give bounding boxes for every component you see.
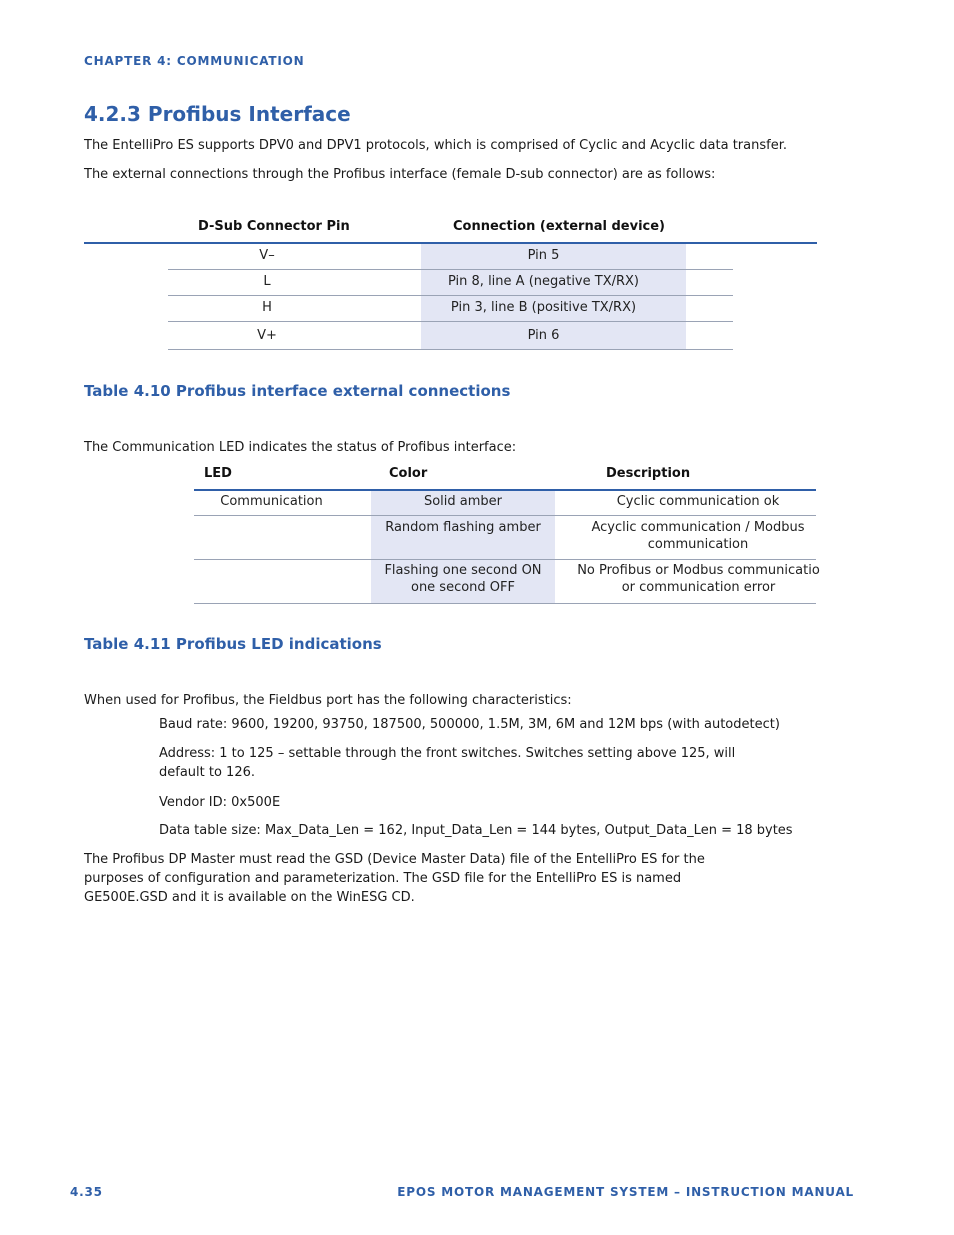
intro-paragraph-1: The EntelliPro ES supports DPV0 and DPV1 protocols, which is comprised of Cyclic and Acyclic data transfer. — [84, 138, 787, 153]
table1-cell: L — [263, 274, 271, 289]
table1-header-pin: D-Sub Connector Pin — [198, 219, 350, 234]
gsd-paragraph: The Profibus DP Master must read the GSD (Device Master Data) file of the EntelliPro ES for the purposes of configuration and parameterization. The GSD file for the EntelliPro ES is named GE500E.GSD and it is available on the WinESG CD. — [84, 852, 705, 905]
chapter-header: CHAPTER 4: COMMUNICATION — [84, 54, 305, 68]
table2-row-rule — [194, 515, 816, 516]
intro-paragraph-2: The external connections through the Profibus interface (female D-sub connector) are as follows: — [84, 167, 716, 182]
table1-row-rule — [168, 269, 733, 270]
table1-caption: Table 4.10 Profibus interface external connections — [84, 382, 511, 400]
fieldbus-item-address: Address: 1 to 125 – settable through the front switches. Switches setting above 125, will default to 126. — [159, 746, 736, 780]
table1-row-rule — [168, 349, 733, 350]
page-number: 4.35 — [70, 1185, 103, 1199]
table2-cell: Acyclic communication / Modbus communication — [591, 520, 805, 552]
table2-cell: Random flashing amber — [385, 520, 541, 535]
table2-header-description: Description — [606, 466, 691, 481]
table2-cell: Communication — [220, 494, 323, 509]
table2-cell: No Profibus or Modbus communicatio or communication error — [577, 563, 820, 595]
fieldbus-item-baud-rate: Baud rate: 9600, 19200, 93750, 187500, 500000, 1.5M, 3M, 6M and 12M bps (with autodetect) — [159, 717, 780, 732]
table1-cell: Pin 3, line B (positive TX/RX) — [450, 300, 637, 315]
table2-cell: Solid amber — [423, 494, 503, 509]
fieldbus-item-data-table-size: Data table size: Max_Data_Len = 162, Input_Data_Len = 144 bytes, Output_Data_Len = 18 bytes — [159, 823, 793, 838]
table1-cell: V– — [259, 248, 275, 263]
section-title: 4.2.3 Profibus Interface — [84, 102, 351, 126]
table1-cell: Pin 8, line A (negative TX/RX) — [448, 274, 639, 289]
table1-row-rule — [168, 295, 733, 296]
fieldbus-intro: When used for Profibus, the Fieldbus port has the following characteristics: — [84, 693, 572, 708]
led-intro-paragraph: The Communication LED indicates the status of Profibus interface: — [84, 440, 517, 455]
table2-caption: Table 4.11 Profibus LED indications — [84, 635, 382, 653]
table1-header-connection: Connection (external device) — [453, 219, 665, 234]
table2-header-led: LED — [204, 466, 232, 481]
table1-cell: V+ — [257, 328, 277, 343]
table1-cell: Pin 5 — [527, 248, 560, 263]
table2-cell: Flashing one second ON one second OFF — [384, 563, 542, 595]
manual-title: EPOS MOTOR MANAGEMENT SYSTEM – INSTRUCTION MANUAL — [397, 1185, 854, 1199]
table2-row-rule — [194, 559, 816, 560]
table1-cell: H — [262, 300, 272, 315]
table1-row-rule — [168, 321, 733, 322]
fieldbus-item-vendor-id: Vendor ID: 0x500E — [159, 795, 281, 810]
table2-header-color: Color — [389, 466, 428, 481]
table2-row-rule — [194, 603, 816, 604]
table2-cell: Cyclic communication ok — [616, 494, 780, 509]
table1-cell: Pin 6 — [527, 328, 560, 343]
